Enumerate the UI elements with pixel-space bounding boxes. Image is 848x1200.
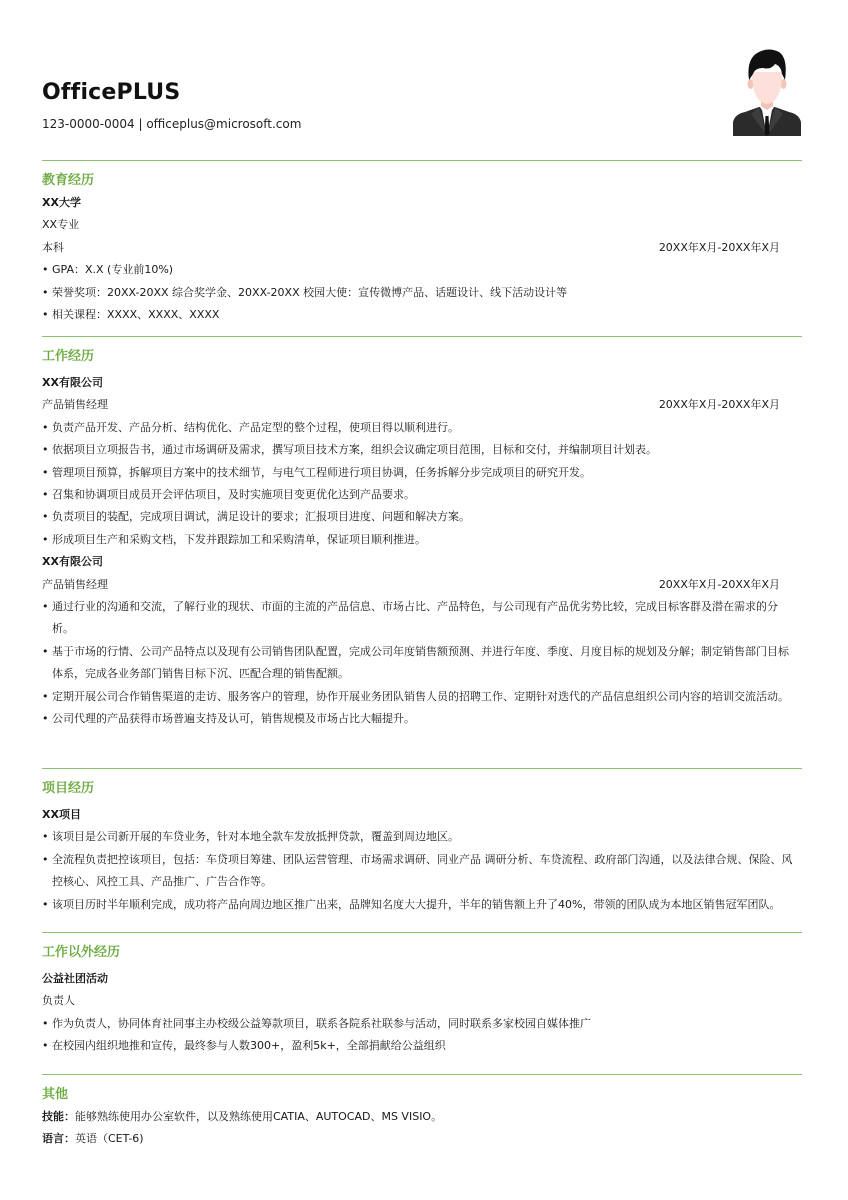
list-item: • GPA：X.X (专业前10%) [42,259,802,281]
language-row [42,1128,802,1150]
skills-text: 能够熟练使用办公室软件，以及熟练使用CATIA、AUTOCAD、MS VISIO。 [75,1110,443,1123]
activity-role: 负责人 [42,994,75,1008]
section-title-education: 教育经历 [42,173,95,188]
school-name: XX大学 [42,196,81,209]
list-item: • 负责产品开发、产品分析、结构优化、产品定型的整个过程，使项目得以顺利进行。 [42,417,802,439]
degree: 本科 [42,240,64,254]
section-divider [42,1074,802,1075]
job-role-row [42,394,802,416]
language-label: 语言： [42,1132,75,1146]
extra-section [42,932,802,1058]
other-section [42,1074,802,1151]
resume-name: OfficePLUS [42,80,181,105]
skills-label: 技能： [42,1110,75,1123]
list-item: • 基于市场的行情、公司产品特点以及现有公司销售团队配置，完成公司年度销售额预测、并进行年度、季度、月度目标的规划及分解；制定销售部门目标体系，完成各业务部门销售目标下沉、匹配合理的销售配额。 [42,641,802,686]
company-name: XX有限公司 [42,555,103,569]
project-name: XX项目 [42,808,81,821]
list-item: • 相关课程：XXXX、XXXX、XXXX [42,304,802,326]
section-title-work: 工作经历 [42,349,95,364]
section-divider [42,932,802,933]
list-item: • 形成项目生产和采购文档，下发并跟踪加工和采购清单，保证项目顺利推进。 [42,529,802,551]
projects-section [42,768,802,916]
job-role: 产品销售经理 [42,577,108,591]
list-item: • 作为负责人，协同体育社同事主办校级公益筹款项目，联系各院系社联参与活动，同时联系多家校园自媒体推广 [42,1013,802,1035]
company-name: XX有限公司 [42,376,103,389]
section-divider [42,336,802,337]
list-item: • 公司代理的产品获得市场普遍支持及认可，销售规模及市场占比大幅提升。 [42,708,802,730]
major: XX专业 [42,218,80,232]
list-item: • 该项目是公司新开展的车贷业务，针对本地全款车发放抵押贷款，覆盖到周边地区。 [42,826,802,848]
work-section [42,336,802,730]
list-item: • 全流程负责把控该项目，包括：车贷项目筹建、团队运营管理、市场需求调研、同业产品 调研分析、车贷流程、政府部门沟通，以及法律合规、保险、风控核心、风控工具、产品推广、广告合作等。 [42,849,802,894]
section-title-extra: 工作以外经历 [42,945,121,960]
education-date: 20XX年X月-20XX年X月 [658,240,780,254]
list-item: • 该项目历时半年顺利完成，成功将产品向周边地区推广出来，品牌知名度大大提升，半年的销售额上升了40%，带领的团队成为本地区销售冠军团队。 [42,894,802,916]
section-divider [42,768,802,769]
section-title-other: 其他 [42,1087,69,1102]
list-item: • 在校园内组织地推和宣传，最终参与人数300+，盈利5k+，全部捐献给公益组织 [42,1035,802,1057]
skills-row [42,1106,802,1128]
language-text: 英语（CET-6) [75,1132,144,1146]
list-item: • 管理项目预算，拆解项目方案中的技术细节，与电气工程师进行项目协调，任务拆解分步完成项目的研究开发。 [42,462,802,484]
person-avatar-icon [733,44,801,136]
activity-name: 公益社团活动 [42,972,108,985]
section-divider [42,160,802,161]
job-date: 20XX年X月-20XX年X月 [658,577,780,591]
list-item: • 召集和协调项目成员开会评估项目，及时实施项目变更优化达到产品要求。 [42,484,802,506]
section-title-projects: 项目经历 [42,781,95,796]
list-item: • 负责项目的装配，完成项目调试，满足设计的要求；汇报项目进度、问题和解决方案。 [42,506,802,528]
degree-row [42,237,802,259]
list-item: • 通过行业的沟通和交流，了解行业的现状、市面的主流的产品信息、市场占比、产品特色，与公司现有产品优劣势比较，完成目标客群及潜在需求的分析。 [42,596,802,641]
contact-info: 123-0000-0004 | officeplus@microsoft.com [42,117,302,131]
list-item: • 依据项目立项报告书，通过市场调研及需求，撰写项目技术方案，组织会议确定项目范围，目标和交付，并编制项目计划表。 [42,439,802,461]
education-section [42,160,802,326]
avatar-photo [733,44,801,136]
job-role: 产品销售经理 [42,398,108,412]
job-role-row [42,574,802,596]
list-item: • 荣誉奖项：20XX-20XX 综合奖学金、20XX-20XX 校园大使：宣传微博产品、话题设计、线下活动设计等 [42,282,802,304]
job-date: 20XX年X月-20XX年X月 [658,398,780,412]
list-item: • 定期开展公司合作销售渠道的走访、服务客户的管理，协作开展业务团队销售人员的招聘工作、定期针对迭代的产品信息组织公司内容的培训交流活动。 [42,686,802,708]
